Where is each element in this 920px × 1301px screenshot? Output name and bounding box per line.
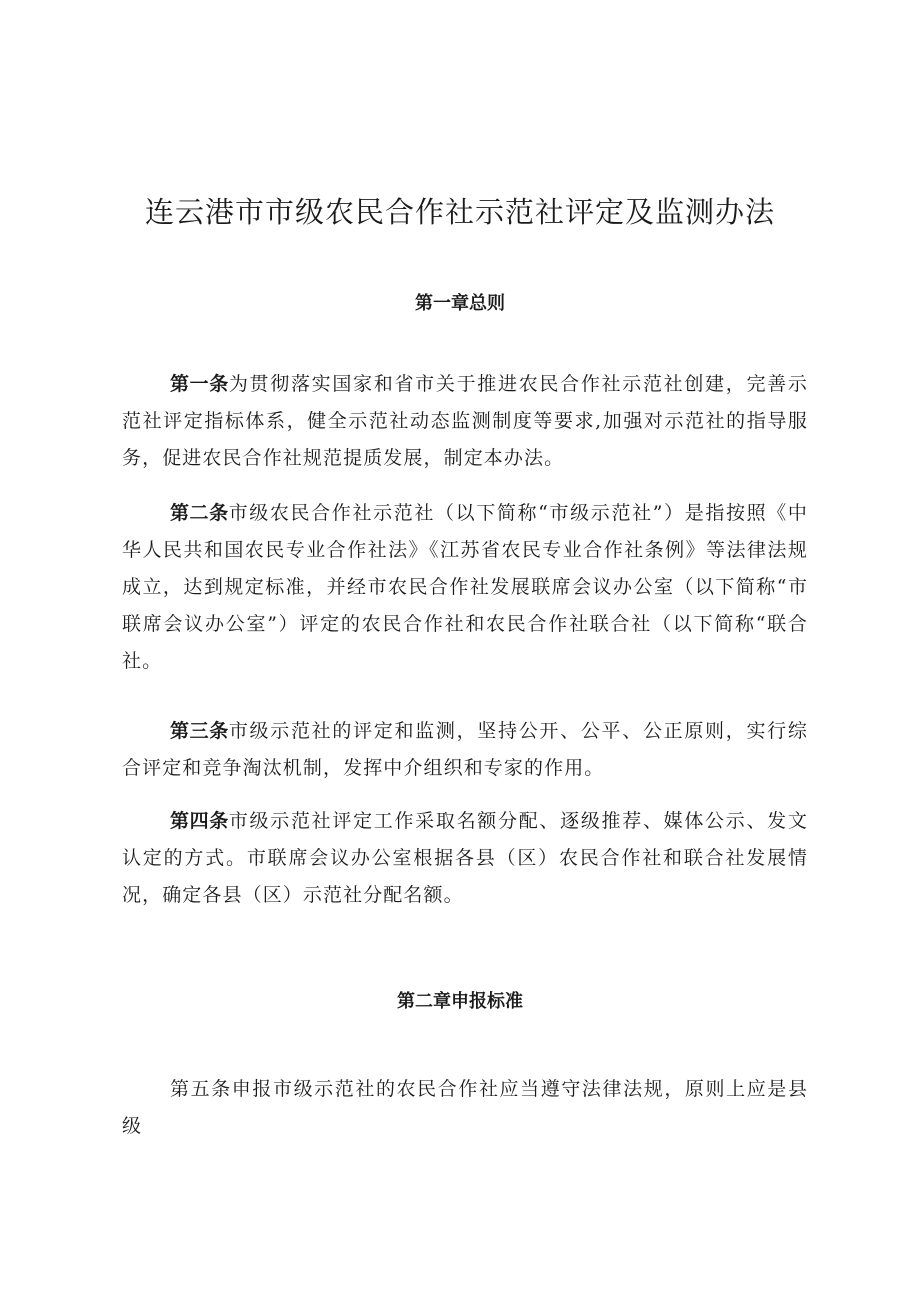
article-text: 市级示范社的评定和监测，坚持公开、公平、公正原则，实行综合评定和竞争淘汰机制，发挥中介组织和专家的作用。 bbox=[122, 720, 808, 779]
article-text: 第五条申报市级示范社的农民合作社应当遵守法律法规，原则上应是县级 bbox=[122, 1078, 808, 1137]
article-3 bbox=[122, 713, 808, 787]
article-text: 市级示范社评定工作采取名额分配、逐级推荐、媒体公示、发文认定的方式。市联席会议办公室根据各县（区）农民合作社和联合社发展情况，确定各县（区）示范社分配名额。 bbox=[122, 810, 808, 906]
article-2 bbox=[122, 495, 808, 680]
article-1 bbox=[122, 366, 808, 477]
document-title: 连云港市市级农民合作社示范社评定及监测办法 bbox=[144, 195, 775, 229]
article-label: 第四条 bbox=[170, 810, 229, 832]
article-label: 第二条 bbox=[170, 502, 229, 524]
article-label: 第一条 bbox=[170, 373, 229, 395]
article-label: 第三条 bbox=[170, 720, 229, 742]
chapter-heading-application-standards: 第二章申报标准 bbox=[397, 991, 523, 1012]
article-5 bbox=[122, 1071, 808, 1145]
chapter-heading-general: 第一章总则 bbox=[415, 293, 505, 314]
article-4 bbox=[122, 803, 808, 914]
article-text: 为贯彻落实国家和省市关于推进农民合作社示范社创建，完善示范社评定指标体系，健全示范社动态监测制度等要求,加强对示范社的指导服务，促进农民合作社规范提质发展，制定本办法。 bbox=[122, 373, 808, 469]
article-text: 市级农民合作社示范社（以下简称“市级示范社”）是指按照《中华人民共和国农民专业合作社法》《江苏省农民专业合作社条例》等法律法规成立，达到规定标准，并经市农民合作社发展联席会议办公室（以下简称“市联席会议办公室”）评定的农民合作社和农民合作社联合社（以下简称“联合社。 bbox=[122, 502, 808, 672]
